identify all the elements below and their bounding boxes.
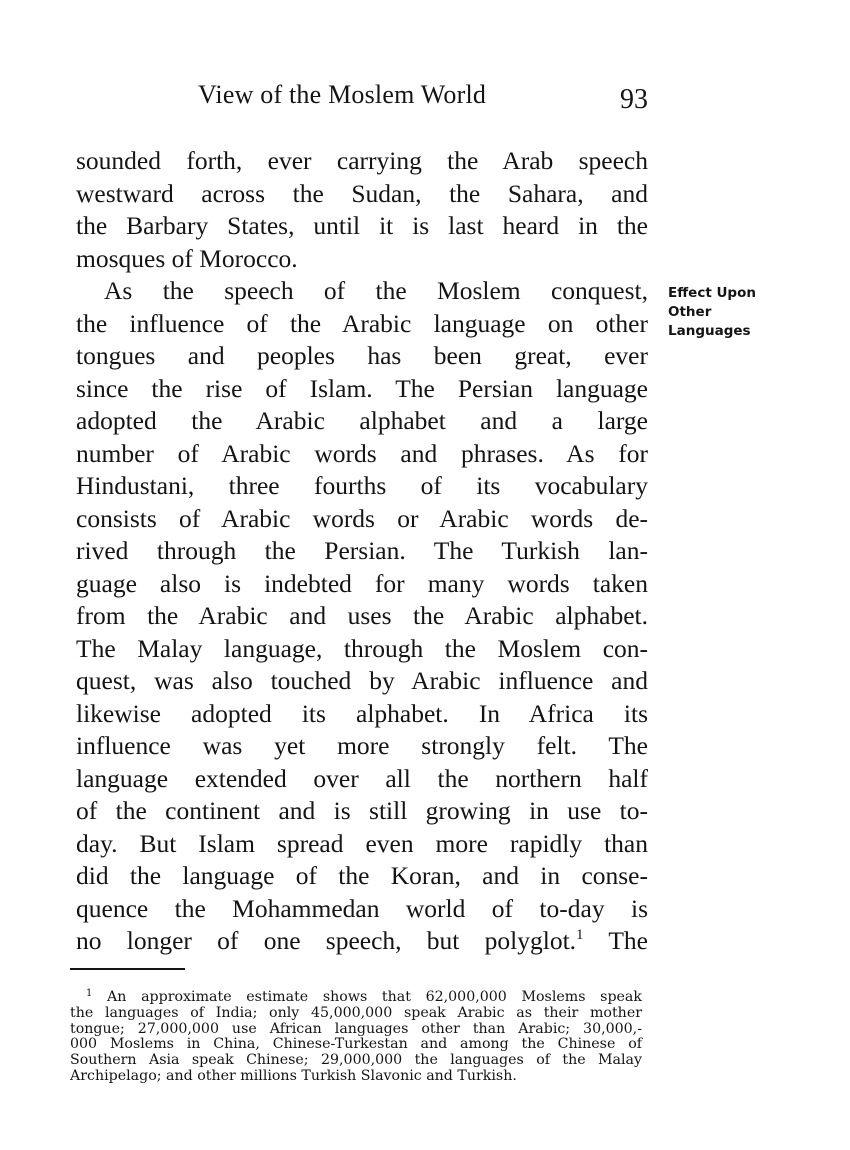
page-number: 93 [620, 84, 648, 115]
footnote-reference: 1 [576, 927, 584, 943]
text-line: quest, was also touched by Arabic influence and [76, 666, 648, 695]
running-title: View of the Moslem World [198, 80, 487, 109]
footnote-line [86, 990, 642, 1006]
footnote-line: Southern Asia speak Chinese; 29,000,000 the languages of the Malay [70, 1052, 642, 1069]
text-line: guage also is indebted for many words taken [76, 568, 648, 598]
footnote-line: tongue; 27,000,000 use African languages other than Arabic; 30,000,- [70, 1020, 642, 1037]
text-line: influence was yet more strongly felt. The [76, 731, 648, 760]
text-line: did the language of the Koran, and in conse- [76, 861, 648, 890]
text-line: tongues and peoples has been great, ever [76, 341, 648, 370]
text-line: adopted the Arabic alphabet and a large [76, 406, 648, 435]
marginal-note-line: Languages [668, 323, 751, 339]
text-line: As the speech of the Moslem conquest, [104, 276, 648, 305]
text-line: the influence of the Arabic language on other [76, 308, 648, 338]
text-line: sounded forth, ever carrying the Arab speech [76, 146, 648, 175]
footnote-line: 000 Moslems in China, Chinese-Turkestan and among the Chinese of [70, 1036, 642, 1053]
text-line: Hindustani, three fourths of its vocabulary [76, 471, 648, 500]
footnote-line: Archipelago; and other millions Turkish Slavonic and Turkish. [70, 1068, 517, 1084]
footnote-text: An approximate estimate shows that 62,000,000 Moslems speak [107, 989, 642, 1005]
text-line: likewise adopted its alphabet. In Africa its [76, 698, 648, 728]
text-line: language extended over all the northern half [76, 763, 648, 793]
text-line: rived through the Persian. The Turkish lan- [76, 536, 648, 565]
text-line: consists of Arabic words or Arabic words de- [76, 503, 648, 533]
text-line: since the rise of Islam. The Persian language [76, 373, 648, 403]
text-line-with-footnote-ref [76, 925, 648, 958]
marginal-note-line: Effect Upon [668, 285, 756, 301]
footnote-divider [70, 968, 185, 970]
text-line: mosques of Morocco. [76, 243, 298, 273]
marginal-note-line: Other [668, 304, 712, 320]
text-line: from the Arabic and uses the Arabic alphabet. [76, 601, 648, 630]
text-segment: The [608, 926, 648, 955]
text-line: number of Arabic words and phrases. As for [76, 438, 648, 468]
text-line: The Malay language, through the Moslem con- [76, 633, 648, 663]
text-line: the Barbary States, until it is last heard in the [76, 211, 648, 240]
text-line: westward across the Sudan, the Sahara, and [76, 178, 648, 208]
text-line: quence the Mohammedan world of to-day is [76, 893, 648, 923]
marginal-note [668, 284, 756, 341]
text-line: day. But Islam spread even more rapidly than [76, 828, 648, 858]
text-line: of the continent and is still growing in use to- [76, 796, 648, 825]
footnote-marker: 1 [86, 988, 93, 999]
text-segment: no longer of one speech, but polyglot. [76, 926, 577, 955]
footnote-line: the languages of India; only 45,000,000 speak Arabic as their mother [70, 1004, 642, 1021]
